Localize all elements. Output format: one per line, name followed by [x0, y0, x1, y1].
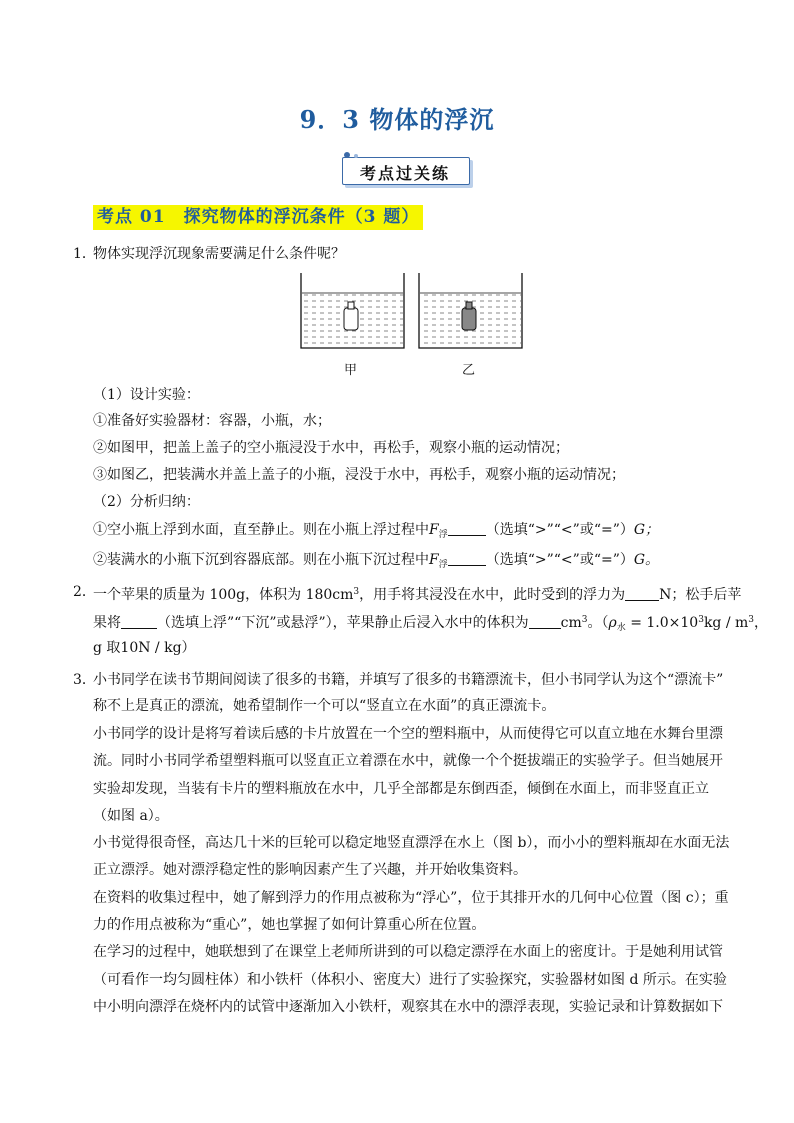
q1-design-head: （1）设计实验： — [93, 387, 200, 403]
q3-line: （如图 a）。 — [93, 808, 169, 824]
section-heading: 考点 01 探究物体的浮沉条件（3 题） — [93, 205, 423, 230]
q3-number: 3． — [73, 672, 96, 688]
q3-line: 称不上是真正的漂流，她希望制作一个可以“竖直立在水面”的真正漂流卡。 — [93, 698, 556, 714]
q1-analysis-head: （2）分析归纳： — [93, 494, 200, 510]
q3-line: 小书同学在读书节期间阅读了很多的书籍，并填写了很多的书籍漂流卡，但小书同学认为这个“漂流卡” — [93, 672, 724, 688]
q2-line3: g 取10N / kg） — [93, 640, 196, 656]
badge-dot-icon — [344, 152, 350, 158]
q1-stem: 物体实现浮沉现象需要满足什么条件呢？ — [93, 246, 345, 262]
answer-blank-1[interactable] — [448, 521, 486, 536]
q1-number: 1． — [73, 246, 96, 262]
page-title: 9．3 物体的浮沉 — [299, 105, 495, 134]
beakers-figure — [296, 268, 536, 378]
q1-step2: ②如图甲，把盖上盖子的空小瓶浸没于水中，再松手，观察小瓶的运动情况； — [93, 440, 569, 456]
q3-line: 力的作用点被称为“重心”，她也掌握了如何计算重心所在位置。 — [93, 917, 486, 933]
q2-line2: 果将 （选填上浮”“下沉”或悬浮”），苹果静止后浸入水中的体积为 $cm^3$。（$\rho_水 = 1.0\times 10^3kg / m^3$， — [93, 615, 769, 633]
answer-blank-4[interactable] — [121, 614, 157, 629]
fig-label-jia: 甲 — [344, 363, 358, 378]
badge-label: 考点过关练 — [359, 164, 450, 183]
q1-analysis-2: ②装满水的小瓶下沉到容器底部。则在小瓶下沉过程中$F_浮$ （选填“>”“<”或“=”）G。 — [93, 552, 660, 570]
q1-step1: ①准备好实验器材：容器，小瓶，水； — [93, 413, 331, 429]
q1-analysis-1: ①空小瓶上浮到水面，直至静止。则在小瓶上浮过程中$F_浮$ （选填“>”“<”或“=”）G； — [93, 522, 660, 540]
beaker-jia — [301, 273, 404, 348]
q3-line: 流。同时小书同学希望塑料瓶可以竖直正立着漂在水中，就像一个个挺拔端正的实验学子。但当她展开 — [93, 753, 723, 769]
q3-line: 中小明向漂浮在烧杯内的试管中逐渐加入小铁杆，观察其在水中的漂浮表现，实验记录和计算数据如下 — [93, 999, 723, 1015]
q3-line: （可看作一均匀圆柱体）和小铁杆（体积小、密度大）进行了实验探究，实验器材如图 d 所示。在实验 — [93, 972, 727, 988]
q3-line: 在学习的过程中，她联想到了在课堂上老师所讲到的可以稳定漂浮在水面上的密度计。于是她利用试管 — [93, 944, 723, 960]
q1-step3: ③如图乙，把装满水并盖上盖子的小瓶，浸没于水中，再松手，观察小瓶的运动情况； — [93, 467, 625, 483]
answer-blank-3[interactable] — [625, 586, 659, 601]
section-badge — [338, 152, 472, 186]
q3-line: 实验却发现，当装有卡片的塑料瓶放在水中，几乎全部都是东倒西歪，倾倒在水面上，而非竖直正立 — [93, 781, 709, 797]
q2-number: 2． — [73, 584, 96, 600]
answer-blank-5[interactable] — [529, 614, 561, 629]
q3-line: 正立漂浮。她对漂浮稳定性的影响因素产生了兴趣，并开始收集资料。 — [93, 862, 527, 878]
q2-line1: 一个苹果的质量为 100g，体积为 $180cm^3$，用手将其浸没在水中，此时受到的浮力为 N；松手后苹 — [93, 587, 742, 603]
answer-blank-2[interactable] — [448, 551, 486, 566]
q3-line: 小书觉得很奇怪，高达几十米的巨轮可以稳定地竖直漂浮在水上（图 b），而小小的塑料瓶却在水面无法 — [93, 835, 730, 851]
beaker-yi — [419, 273, 522, 348]
q3-line: 小书同学的设计是将写着读后感的卡片放置在一个空的塑料瓶中，从而使得它可以直立地在水舞台里漂 — [93, 726, 723, 742]
badge-dot-small-icon — [354, 154, 358, 158]
fig-label-yi: 乙 — [462, 363, 476, 378]
q3-line: 在资料的收集过程中，她了解到浮力的作用点被称为“浮心”，位于其排开水的几何中心位置（图 c）；重 — [93, 890, 729, 906]
